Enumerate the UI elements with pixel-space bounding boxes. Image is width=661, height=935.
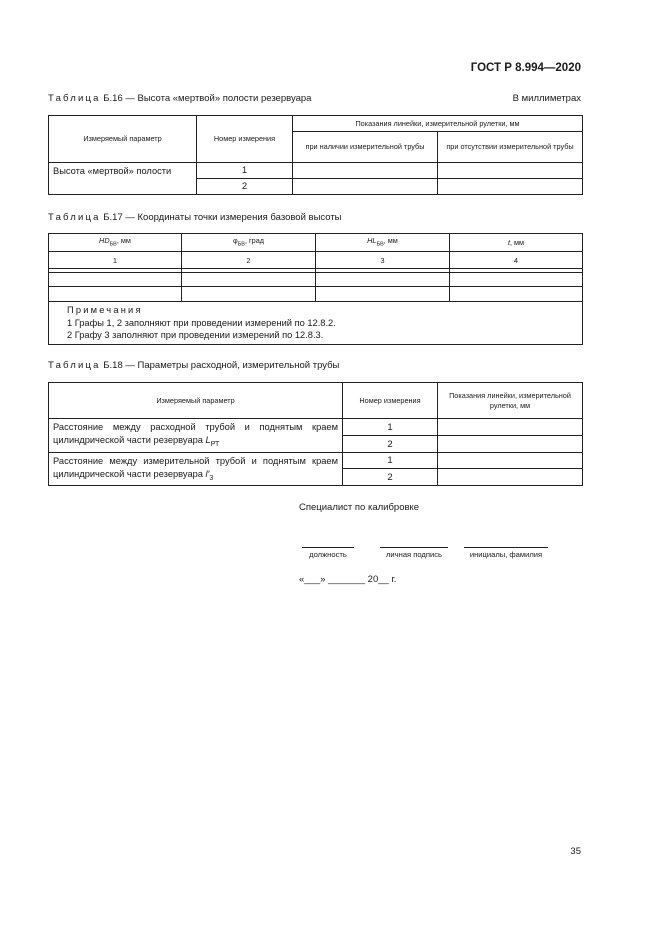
table17-cell-empty	[450, 287, 583, 302]
table16-cell-empty	[438, 179, 583, 195]
table18-param-cell: Расстояние между измерительной трубой и поднятым краем цилиндрической части резервуара $l'_3$	[49, 453, 343, 486]
table17-caption	[48, 212, 342, 223]
table16-header-without-pipe: при отсутствии измерительной трубы	[438, 132, 583, 163]
table-row	[49, 273, 583, 287]
table17-caption-text: Б.17 — Координаты точки измерения базовой высоты	[100, 212, 342, 223]
table18-header-readings: Показания линейки, измерительной рулетки, мм	[438, 383, 583, 419]
table17-colnum-2: 2	[182, 252, 316, 269]
table16-caption-prefix: Таблица	[48, 93, 101, 104]
notes-title: Примечания	[67, 305, 143, 315]
table16-header-meas-no: Номер измерения	[197, 116, 293, 163]
table18-cell-empty	[438, 436, 583, 453]
table18-meas-1: 1	[343, 419, 438, 436]
table17-notes	[49, 302, 583, 345]
table18-cell-empty	[438, 469, 583, 486]
table17-cell-empty	[316, 273, 450, 287]
table16-units: В миллиметрах	[512, 93, 581, 104]
table18-meas-2: 2	[343, 469, 438, 486]
table17-caption-prefix: Таблица	[48, 212, 101, 223]
date-line: «___» _______ 20__ г.	[299, 574, 397, 585]
table16-cell-empty	[438, 163, 583, 179]
table17-header-hd: $HD_{БВ}$, мм	[49, 234, 182, 252]
table18-header-meas-no: Номер измерения	[343, 383, 438, 419]
note-item: 1 Графы 1, 2 заполняют при проведении измерений по 12.8.2.	[67, 317, 336, 328]
table16-header-param: Измеряемый параметр	[49, 116, 197, 163]
table16-caption-text: Б.16 — Высота «мертвой» полости резервуара	[100, 93, 312, 104]
table-row	[49, 163, 583, 179]
table17-header-hl: $HL_{БВ}$, мм	[316, 234, 450, 252]
table18-caption-text: Б.18 — Параметры расходной, измерительной трубы	[100, 360, 340, 371]
table16-cell-empty	[293, 163, 438, 179]
table17	[48, 233, 583, 345]
table17-cell-empty	[49, 273, 182, 287]
table17-colnum-1: 1	[49, 252, 182, 269]
table17-colnum-4: 4	[450, 252, 583, 269]
table17-colnum-3: 3	[316, 252, 450, 269]
table17-cell-empty	[450, 273, 583, 287]
table17-header-phi: $\varphi_{БВ}$, град	[182, 234, 316, 252]
table17-header-t: t, мм	[450, 234, 583, 252]
signature-label-sign: личная подпись	[386, 550, 442, 559]
page-number: 35	[570, 846, 581, 857]
table16-header-readings: Показания линейки, измерительной рулетки, мм	[293, 116, 583, 132]
table-row	[49, 287, 583, 302]
table-row	[49, 419, 583, 436]
table18-cell-empty	[438, 453, 583, 469]
signature-label-position: должность	[309, 550, 347, 559]
table18-caption	[48, 360, 339, 371]
table18-param-cell: Расстояние между расходной трубой и поднятым краем цилиндрической части резервуара $L_{РТ}$	[49, 419, 343, 453]
table16-meas-2: 2	[197, 179, 293, 195]
table17-cell-empty	[49, 287, 182, 302]
signature-label-name: инициалы, фамилия	[469, 550, 543, 559]
table18-header-param: Измеряемый параметр	[49, 383, 343, 419]
table18-meas-1: 1	[343, 453, 438, 469]
table16-caption	[48, 93, 311, 104]
signature-line-sign	[380, 547, 448, 548]
table16-header-with-pipe: при наличии измерительной трубы	[293, 132, 438, 163]
signature-title: Специалист по калибровке	[299, 502, 420, 513]
table17-cell-empty	[316, 287, 450, 302]
table-row	[49, 252, 583, 269]
note-item: 2 Графу 3 заполняют при проведении измерений по 12.8.3.	[67, 330, 324, 341]
table18-caption-prefix: Таблица	[48, 360, 101, 371]
standard-number: ГОСТ Р 8.994—2020	[470, 62, 581, 74]
table-row	[49, 453, 583, 469]
signature-line-name	[464, 547, 548, 548]
table18-meas-2: 2	[343, 436, 438, 453]
table16-meas-1: 1	[197, 163, 293, 179]
signature-line-position	[302, 547, 354, 548]
table17-cell-empty	[182, 287, 316, 302]
table18	[48, 382, 583, 486]
table16-cell-empty	[293, 179, 438, 195]
table17-cell-empty	[182, 273, 316, 287]
table18-cell-empty	[438, 419, 583, 436]
table16-param-cell: Высота «мертвой» полости	[49, 163, 197, 195]
table16	[48, 115, 583, 195]
